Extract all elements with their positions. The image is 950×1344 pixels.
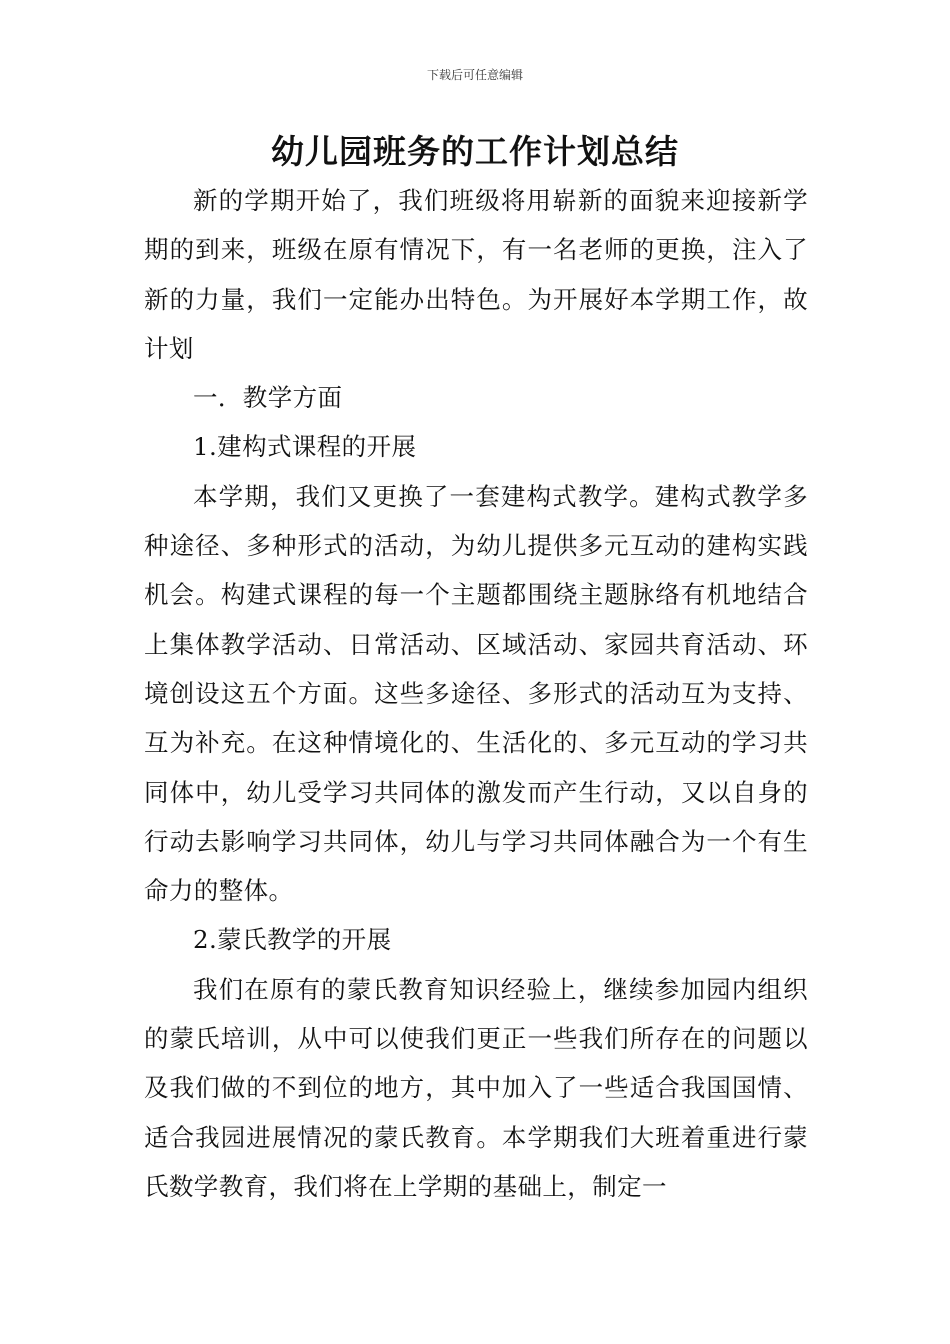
document-body — [144, 176, 808, 1211]
intro-paragraph: 新的学期开始了，我们班级将用崭新的面貌来迎接新学期的到来，班级在原有情况下，有一名老师的更换，注入了新的力量，我们一定能办出特色。为开展好本学期工作，故计划 — [144, 186, 808, 363]
subsection-heading-montessori: 2.蒙氏教学的开展 — [193, 925, 392, 955]
constructive-course-paragraph: 本学期，我们又更换了一套建构式教学。建构式教学多种途径、多种形式的活动，为幼儿提供多元互动的建构实践机会。构建式课程的每一个主题都围绕主题脉络有机地结合上集体教学活动、日常活动、区域活动、家园共育活动、环境创设这五个方面。这些多途径、多形式的活动互为支持、互为补充。在这种情境化的、生活化的、多元互动的学习共同体中，幼儿受学习共同体的激发而产生行动，又以自身的行动去影响学习共同体，幼儿与学习共同体融合为一个有生命力的整体。 — [144, 481, 808, 906]
document-title: 幼儿园班务的工作计划总结 — [271, 132, 679, 171]
header-note: 下载后可任意编辑 — [426, 68, 523, 82]
subsection-heading-constructive-course: 1.建构式课程的开展 — [193, 432, 417, 462]
montessori-paragraph: 我们在原有的蒙氏教育知识经验上，继续参加园内组织的蒙氏培训，从中可以使我们更正一些我们所存在的问题以及我们做的不到位的地方，其中加入了一些适合我国国情、适合我园进展情况的蒙氏教育。本学期我们大班着重进行蒙氏数学教育，我们将在上学期的基础上，制定一 — [144, 974, 808, 1201]
section-heading-teaching: 一．教学方面 — [193, 383, 343, 413]
